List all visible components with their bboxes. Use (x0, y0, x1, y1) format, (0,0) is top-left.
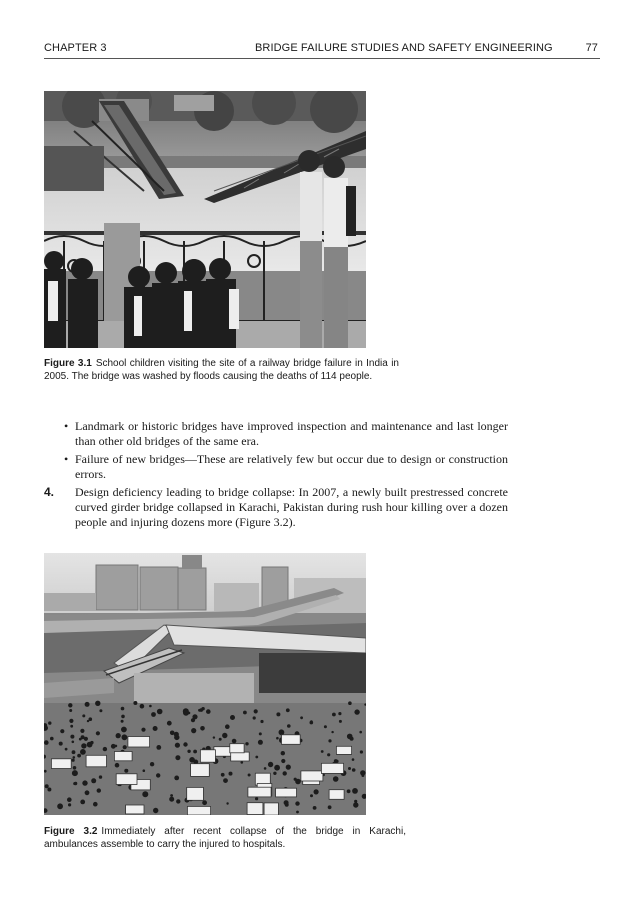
crowd-figure (347, 734, 353, 740)
crowd-figure (321, 750, 324, 753)
ambulance-vehicle (264, 803, 278, 815)
crowd-figure (339, 720, 342, 723)
ambulance-vehicle (231, 752, 250, 761)
crowd-figure (81, 735, 85, 739)
ambulance-vehicle (301, 771, 323, 781)
crowd-figure (226, 802, 228, 804)
crowd-figure (140, 704, 145, 709)
crowd-figure (324, 725, 327, 728)
crowd-figure (174, 735, 179, 740)
figure-3-1-label: Figure 3.1 (44, 358, 92, 369)
crowd-figure (57, 803, 63, 809)
crowd-figure (156, 773, 160, 777)
crowd-figure (279, 729, 285, 735)
crowd-figure (82, 714, 85, 717)
crowd-figure (85, 702, 90, 707)
crowd-figure (348, 767, 351, 770)
crowd-figure (255, 797, 258, 800)
crowd-figure (82, 780, 87, 785)
crowd-figure (72, 741, 75, 744)
crowd-figure (253, 716, 256, 719)
crowd-figure (157, 709, 163, 715)
crowd-figure (70, 735, 74, 739)
crowd-figure (191, 718, 195, 722)
crowd-figure (274, 765, 280, 771)
figure-3-1-caption-text: School children visiting the site of a railway bridge failure in India in 2005. The bridge was washed by floods causing the deaths of 114 people. (44, 358, 399, 382)
crowd-figure (255, 756, 258, 759)
crowd-figure (153, 726, 158, 731)
crowd-figure (170, 794, 173, 797)
figure-3-2-caption (44, 825, 406, 851)
crowd-figure (60, 729, 64, 733)
crowd-figure (222, 733, 227, 738)
crowd-figure (72, 770, 78, 776)
crowd-figure (310, 721, 314, 725)
crowd-figure (328, 739, 331, 742)
crowd-figure (245, 742, 248, 745)
crowd-figure (85, 790, 90, 795)
crowd-figure (45, 784, 49, 788)
crowd-figure (69, 719, 73, 723)
crowd-figure (124, 769, 128, 773)
ambulance-vehicle (126, 805, 144, 814)
crowd-figure (175, 743, 180, 748)
crowd-figure (284, 800, 289, 805)
crowd-figure (89, 717, 93, 721)
crowd-figure (300, 716, 303, 719)
crowd-figure (72, 759, 75, 762)
crowd-figure (259, 732, 262, 735)
crowd-figure (313, 806, 317, 810)
crowd-figure (97, 788, 101, 792)
crowd-figure (73, 756, 76, 759)
crowd-figure (286, 708, 290, 712)
crowd-figure (72, 750, 76, 754)
crowd-figure (81, 743, 86, 748)
ambulance-vehicle (86, 755, 106, 767)
crowd-figure (276, 712, 280, 716)
page-number: 77 (585, 42, 598, 54)
crowd-figure (332, 713, 336, 717)
figure-3-1-photo (44, 91, 366, 348)
ambulance-vehicle (200, 750, 215, 762)
crowd-figure (232, 739, 237, 744)
crowd-figure (59, 742, 63, 746)
crowd-figure (149, 705, 152, 708)
crowd-figure (206, 709, 211, 714)
crowd-figure (333, 776, 339, 782)
ambulance-vehicle (128, 737, 150, 748)
crowd-figure (314, 789, 319, 794)
crowd-figure (68, 703, 72, 707)
karachi-bridge-collapse-photo-illustration (44, 553, 366, 815)
crowd-figure (77, 754, 81, 758)
ambulance-vehicle (187, 787, 204, 800)
crowd-figure (67, 797, 72, 802)
crowd-figure (170, 731, 175, 736)
crowd-figure (80, 729, 84, 733)
item-text: Design deficiency leading to bridge collapse: In 2007, a newly built prestressed concrete curved girder bridge collapsed in Karachi, Pakistan during rush hour killing over a dozen people and injuring dozens more (Figure 3.2). (75, 485, 508, 529)
crowd-figure (183, 742, 187, 746)
crowd-figure (193, 750, 197, 754)
crowd-figure (338, 712, 341, 715)
crowd-figure (225, 724, 230, 729)
crowd-figure (151, 712, 156, 717)
running-title: BRIDGE FAILURE STUDIES AND SAFETY ENGINEERING (255, 42, 553, 54)
crowd-figure (264, 767, 267, 770)
crowd-figure (80, 800, 85, 805)
crowd-figure (230, 715, 235, 720)
ambulance-vehicle (116, 774, 137, 785)
ambulance-vehicle (282, 735, 301, 745)
crowd-figure (143, 769, 146, 772)
figure-3-1-caption (44, 357, 399, 383)
crowd-figure (141, 728, 145, 732)
crowd-figure (348, 701, 352, 705)
crowd-figure (176, 799, 180, 803)
crowd-figure (361, 774, 364, 777)
crowd-figure (202, 800, 207, 805)
ambulance-vehicle (329, 790, 344, 800)
crowd-figure (169, 797, 174, 802)
ambulance-vehicle (321, 763, 343, 773)
crowd-figure (156, 745, 161, 750)
crowd-figure (80, 749, 86, 755)
ambulance-vehicle (187, 806, 210, 815)
crowd-figure (352, 758, 355, 761)
crowd-figure (50, 737, 54, 741)
crowd-figure (219, 738, 222, 741)
crowd-figure (47, 788, 51, 792)
crowd-figure (48, 721, 51, 724)
crowd-figure (44, 740, 49, 745)
crowd-figure (99, 775, 102, 778)
crowd-figure (153, 808, 158, 813)
crowd-figure (328, 805, 332, 809)
crowd-figure (115, 745, 118, 748)
crowd-figure (123, 745, 127, 749)
crowd-figure (133, 701, 137, 705)
crowd-figure (69, 709, 72, 712)
figure-3-2-photo (44, 553, 366, 815)
crowd-figure (93, 802, 98, 807)
crowd-figure (198, 709, 201, 712)
crowd-figure (354, 709, 359, 714)
crowd-figure (213, 736, 215, 738)
crowd-figure (122, 734, 128, 740)
crowd-figure (295, 801, 299, 805)
crowd-figure (248, 774, 251, 777)
crowd-figure (200, 726, 205, 731)
bullet-marker: • (64, 452, 69, 466)
body-text (44, 419, 508, 530)
ambulance-vehicle (336, 746, 351, 754)
crowd-figure (167, 721, 172, 726)
crowd-figure (96, 731, 100, 735)
crowd-figure (175, 755, 180, 760)
crowd-figure (353, 802, 358, 807)
crowd-figure (74, 782, 77, 785)
crowd-figure (243, 711, 247, 715)
crowd-figure (115, 763, 120, 768)
crowd-figure (73, 766, 77, 770)
crowd-figure (187, 750, 190, 753)
crowd-figure (347, 789, 351, 793)
crowd-figure (352, 768, 356, 772)
item-number: 4. (44, 485, 55, 499)
crowd-figure (183, 708, 189, 714)
ambulance-vehicle (247, 803, 263, 815)
ambulance-vehicle (114, 752, 132, 761)
crowd-figure (310, 794, 313, 797)
crowd-figure (90, 741, 93, 744)
crowd-figure (352, 788, 358, 794)
crowd-figure (68, 803, 71, 806)
crowd-figure (142, 791, 148, 797)
crowd-figure (221, 773, 225, 777)
running-header (44, 38, 600, 59)
figure-3-2-label: Figure 3.2 (44, 826, 98, 837)
list-item (44, 419, 508, 449)
ambulance-vehicle (276, 788, 297, 797)
crowd-figure (174, 776, 179, 781)
bullet-text: Landmark or historic bridges have improved inspection and maintenance and last longer than other old bridges of the same era. (75, 419, 508, 448)
chapter-label: CHAPTER 3 (44, 42, 107, 54)
bullet-text: Failure of new bridges—These are relatively few but occur due to design or construction errors. (75, 452, 508, 481)
crowd-figure (95, 701, 100, 706)
crowd-figure (150, 762, 154, 766)
crowd-figure (283, 771, 287, 775)
crowd-figure (91, 778, 96, 783)
crowd-figure (99, 709, 102, 712)
crowd-figure (87, 720, 89, 722)
crowd-figure (354, 800, 357, 803)
crowd-figure (331, 731, 333, 733)
numbered-item-4 (44, 485, 508, 530)
crowd-figure (65, 748, 68, 751)
crowd-figure (223, 778, 228, 783)
crowd-figure (121, 715, 125, 719)
crowd-figure (281, 759, 285, 763)
list-item (44, 452, 508, 482)
crowd-figure (241, 761, 244, 764)
crowd-figure (335, 760, 338, 763)
crowd-figure (268, 762, 273, 767)
crowd-figure (258, 740, 263, 745)
crowd-figure (359, 731, 362, 734)
crowd-figure (121, 727, 127, 733)
crowd-figure (191, 728, 196, 733)
crowd-figure (70, 725, 73, 728)
ambulance-vehicle (191, 764, 210, 777)
crowd-figure (281, 751, 285, 755)
crowd-figure (286, 765, 291, 770)
crowd-figure (360, 750, 363, 753)
crowd-figure (121, 707, 125, 711)
crowd-figure (229, 772, 233, 776)
crowd-figure (116, 734, 120, 738)
ambulance-vehicle (51, 759, 71, 769)
crowd-figure (103, 747, 107, 751)
railway-bridge-photo-illustration (44, 91, 366, 348)
crowd-figure (260, 720, 263, 723)
crowd-figure (327, 753, 330, 756)
crowd-figure (273, 772, 276, 775)
figure-3-2-caption-text: Immediately after recent collapse of the bridge in Karachi, ambulances assemble to carry the injured to hospitals. (44, 826, 406, 850)
crowd-figure (276, 737, 279, 740)
crowd-figure (287, 724, 291, 728)
crowd-figure (254, 709, 258, 713)
crowd-figure (296, 811, 299, 814)
ambulance-vehicle (248, 787, 271, 797)
bullet-marker: • (64, 419, 69, 433)
crowd-figure (121, 720, 124, 723)
crowd-figure (295, 779, 301, 785)
ambulance-vehicle (230, 744, 244, 753)
